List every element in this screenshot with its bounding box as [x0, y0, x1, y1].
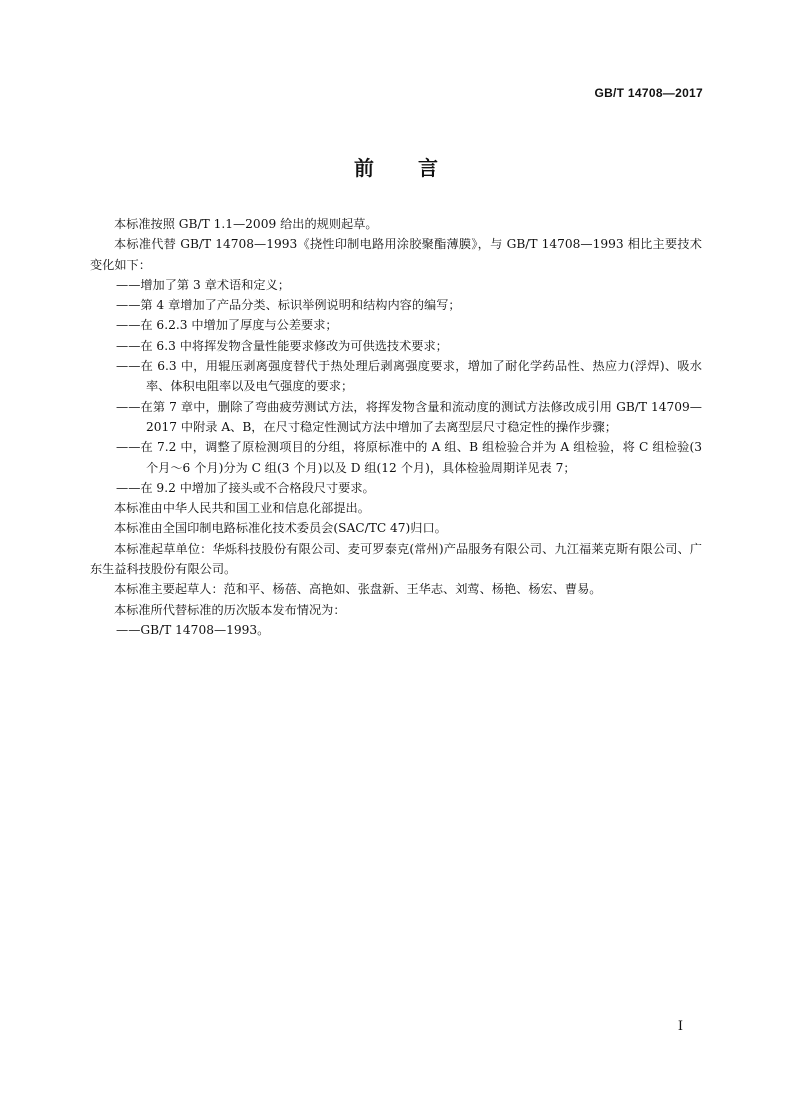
history-item: ——GB/T 14708—1993。	[116, 622, 270, 637]
change-item: ——在 7.2 中，调整了原检测项目的分组，将原标准中的 A 组、B 组检验合并为 A 组检验，将 C 组检验(3 个月～6 个月)分为 C 组(3 个月)以及 D 组(12 个月)，具体检验周期详见表 7；	[116, 440, 702, 475]
change-item: ——在 6.2.3 中增加了厚度与公差要求；	[116, 318, 338, 333]
change-item: ——增加了第 3 章术语和定义；	[116, 277, 290, 292]
page-title: 前言	[354, 156, 482, 180]
foreword-body	[90, 214, 702, 640]
paragraph: 本标准起草单位：华烁科技股份有限公司、麦可罗泰克(常州)产品服务有限公司、九江福莱克斯有限公司、广东生益科技股份有限公司。	[90, 541, 702, 577]
paragraph: 本标准由全国印制电路标准化技术委员会(SAC/TC 47)归口。	[114, 521, 447, 536]
paragraph: 本标准代替 GB/T 14708—1993《挠性印制电路用涂胶聚酯薄膜》，与 GB/T 14708—1993 相比主要技术变化如下：	[90, 237, 702, 272]
paragraph: 本标准按照 GB/T 1.1—2009 给出的规则起草。	[114, 217, 378, 231]
change-item: ——在 6.3 中，用辊压剥离强度替代于热处理后剥离强度要求，增加了耐化学药品性、热应力(浮焊)、吸水率、体积电阻率以及电气强度的要求；	[116, 359, 702, 394]
paragraph: 本标准由中华人民共和国工业和信息化部提出。	[114, 501, 370, 516]
change-item: ——在第 7 章中，删除了弯曲疲劳测试方法，将挥发物含量和流动度的测试方法修改成引用 GB/T 14709—2017 中附录 A、B，在尺寸稳定性测试方法中增加了去离型层尺寸稳定性的操作步骤；	[116, 399, 702, 434]
change-item: ——第 4 章增加了产品分类、标识举例说明和结构内容的编写；	[116, 298, 461, 313]
paragraph: 本标准主要起草人：范和平、杨蓓、高艳如、张盘新、王华志、刘莺、杨艳、杨宏、曹易。	[114, 582, 602, 597]
change-item: ——在 6.3 中将挥发物含量性能要求修改为可供选技术要求；	[116, 338, 448, 353]
standard-code: GB/T 14708—2017	[594, 86, 703, 100]
page-number: I	[677, 1019, 683, 1034]
paragraph: 本标准所代替标准的历次版本发布情况为：	[114, 602, 346, 617]
change-item: ——在 9.2 中增加了接头或不合格段尺寸要求。	[116, 480, 375, 495]
